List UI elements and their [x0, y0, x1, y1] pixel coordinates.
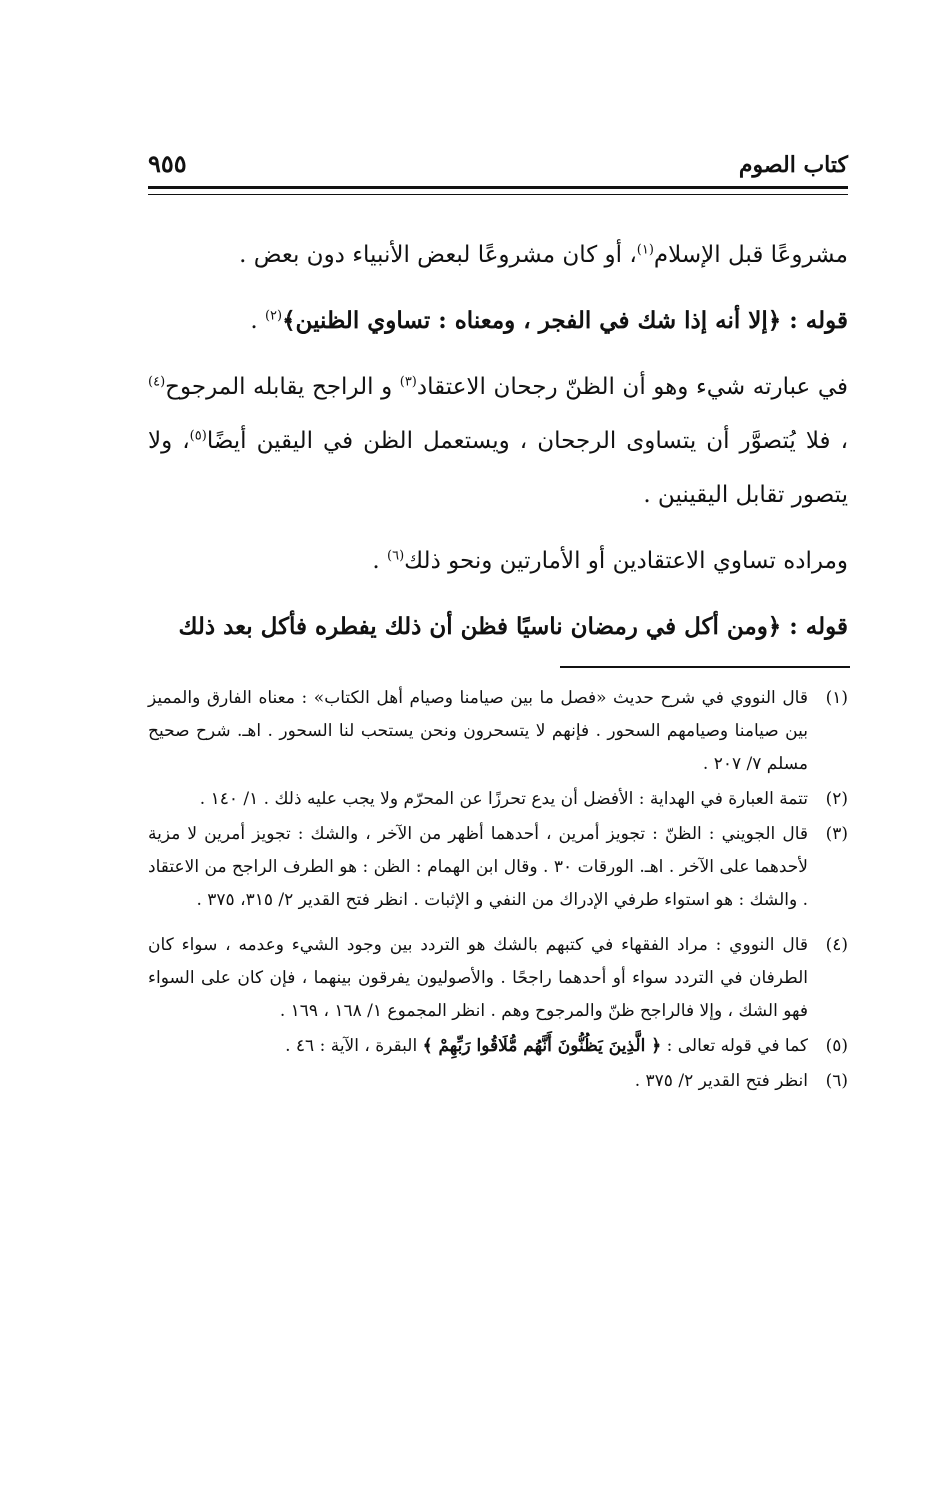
paragraph-5-text: قوله : ﴿ومن أكل في رمضان ناسيًا فظن أن ذلك يفطره فأكل بعد ذلك [178, 613, 848, 640]
paragraph-4-rest: . [372, 548, 388, 574]
paragraph-1 [148, 228, 848, 282]
paragraph-2 [148, 294, 848, 348]
footnote-3 [148, 818, 848, 917]
footnote-number: (١) [825, 688, 848, 708]
footnote-ref-1: (١) [636, 242, 654, 258]
paragraph-5 [148, 600, 848, 654]
paragraph-3-part-d: ، ولا يتصور تقابل اليقينين . [148, 428, 848, 508]
footnote-2 [148, 783, 848, 816]
page-number: ٩٥٥ [148, 149, 187, 178]
footnotes [148, 682, 848, 1098]
footnote-number: (٥) [825, 1036, 848, 1056]
paragraph-4-text: ومراده تساوي الاعتقادين أو الأمارتين ونحو ذلك [404, 548, 848, 574]
footnote-ref-6: (٦) [387, 548, 405, 564]
footnote-ref-3: (٣) [399, 374, 417, 390]
footnote-1 [148, 682, 848, 781]
chapter-title: كتاب الصوم [738, 152, 848, 178]
footnote-text: قال النووي : مراد الفقهاء في كتبهم بالشك هو التردد بين وجود الشيء وعدمه ، سواء كان الطرفان في التردد سواء أو أحدهما راجحًا . والأصوليون يفرقون بينهما ، فإن كان على السواء فهو الشك ، وإلا فالراجح ظنّ والمرجوح وهم . انظر المجموع ١/ ١٦٨ ، ١٦٩ . [148, 935, 808, 1021]
paragraph-4 [148, 534, 848, 588]
paragraph-3 [148, 360, 848, 522]
footnote-text: قال النووي في شرح حديث «فصل ما بين صيامنا وصيام أهل الكتاب» : معناه الفارق والمميز بين صيامنا وصيامهم السحور . فإنهم لا يتسحرون ونحن يستحب لنا السحور . اهـ. شرح صحيح مسلم ٧/ ٢٠٧ . [148, 688, 808, 774]
footnote-number: (٤) [825, 935, 848, 955]
running-header [148, 142, 848, 178]
footnote-number: (٦) [825, 1071, 848, 1091]
paragraph-1-text: مشروعًا قبل الإسلام [653, 242, 848, 268]
paragraph-2-rest: . [250, 308, 265, 334]
footnote-text [148, 1030, 808, 1063]
footnote-number: (٢) [825, 789, 848, 809]
paragraph-3-part-c: ، فلا يُتصوَّر أن يتساوى الرجحان ، ويستعمل الظن في اليقين أيضًا [206, 428, 848, 454]
paragraph-3-part-b: و الراجح يقابله المرجوح [165, 374, 400, 400]
footnote-separator [560, 666, 850, 668]
footnote-5 [148, 1030, 848, 1063]
footnote-number: (٣) [825, 824, 848, 844]
footnote-ref-5: (٥) [189, 428, 207, 444]
footnote-5-post: البقرة ، الآية : ٤٦ . [285, 1036, 423, 1056]
quran-verse: ﴿ الَّذِينَ يَظُنُّونَ أَنَّهُم مُّلَاقُوا رَبِّهِمْ ﴾ [422, 1036, 662, 1056]
paragraph-2-text: قوله : ﴿إلا أنه إذا شك في الفجر ، ومعناه : تساوي الظنين﴾ [282, 307, 848, 334]
footnote-6 [148, 1065, 848, 1098]
footnote-text: انظر فتح القدير ٢/ ٣٧٥ . [634, 1071, 808, 1091]
main-text [148, 228, 848, 654]
footnote-text: تتمة العبارة في الهداية : الأفضل أن يدع تحرزًا عن المحرّم ولا يجب عليه ذلك . ١/ ١٤٠ . [199, 789, 808, 809]
footnote-4 [148, 929, 848, 1028]
footnote-5-pre: كما في قوله تعالى : [661, 1036, 808, 1056]
footnote-text: قال الجويني : الظنّ : تجويز أمرين ، أحدهما أظهر من الآخر ، والشك : تجويز أمرين لا مزية لأحدهما على الآخر . اهـ. الورقات ٣٠ . وقال ابن الهمام : الظن : هو الطرف الراجح من الاعتقاد . والشك : هو استواء طرفي الإدراك من النفي و الإثبات . انظر فتح القدير ٢/ ٣١٥، ٣٧٥ . [148, 824, 808, 910]
paragraph-1-rest: ، أو كان مشروعًا لبعض الأنبياء دون بعض . [239, 242, 637, 268]
footnote-ref-4: (٤) [148, 374, 166, 390]
header-double-rule [148, 186, 848, 195]
footnote-ref-2: (٢) [264, 308, 283, 324]
paragraph-3-part-a: في عبارته شيء وهو أن الظنّ رجحان الاعتقاد [416, 374, 848, 400]
